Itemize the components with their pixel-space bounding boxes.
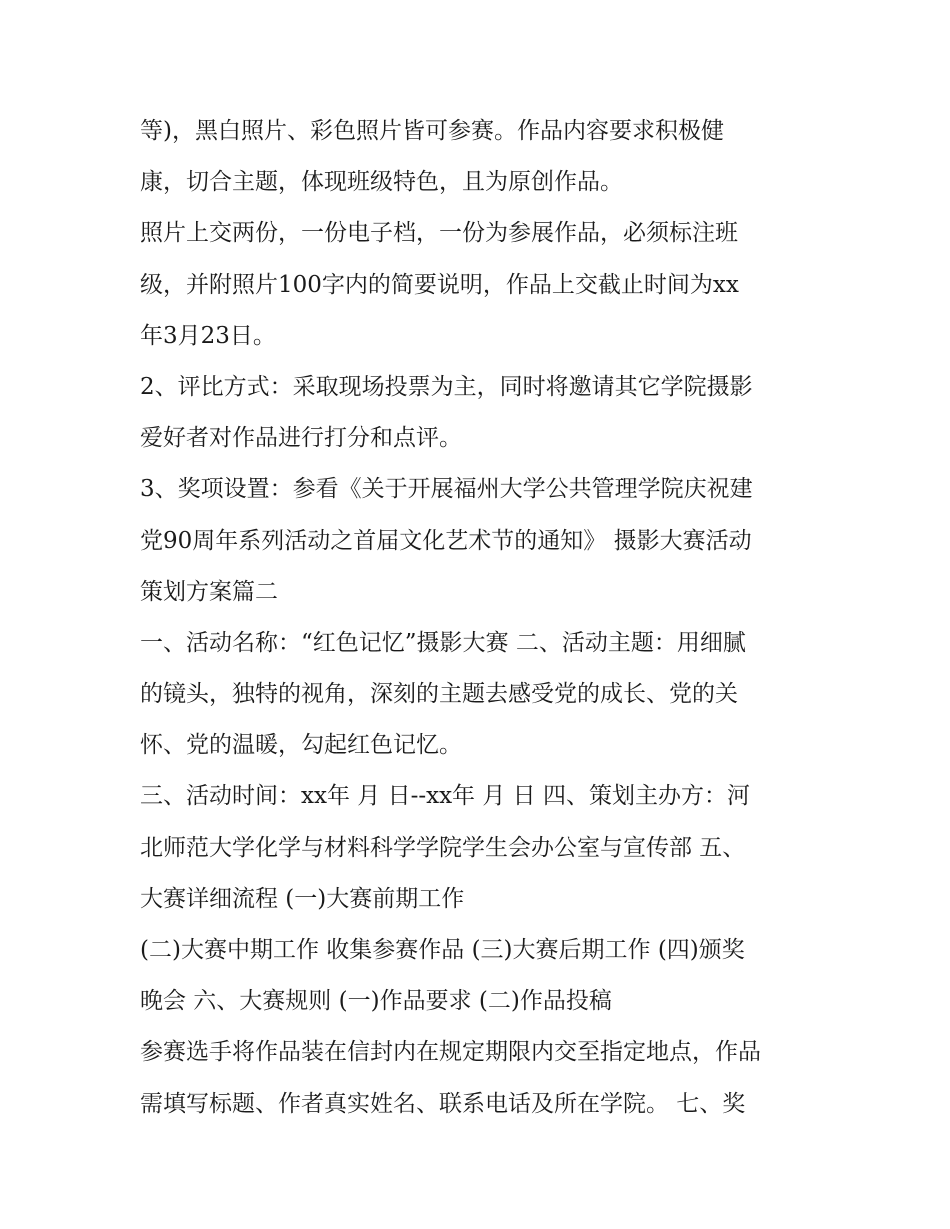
text-line: 3、奖项设置：参看《关于开展福州大学公共管理学院庆祝建 xyxy=(140,476,753,503)
text-line: 三、活动时间：xx年 月 日--xx年 月 日 四、策划主办方：河 xyxy=(140,783,750,810)
text-line: 爱好者对作品进行打分和点评。 xyxy=(140,425,462,452)
text-line: 晚会 六、大赛规则 (一)作品要求 (二)作品投稿 xyxy=(140,988,612,1015)
text-line: 照片上交两份，一份电子档，一份为参展作品，必须标注班 xyxy=(140,220,738,247)
text-line: 2、评比方式：采取现场投票为主，同时将邀请其它学院摄影 xyxy=(140,373,753,400)
text-line: 年3月23日。 xyxy=(140,322,276,349)
text-line: 康，切合主题，体现班级特色，且为原创作品。 xyxy=(140,169,623,196)
text-line: 一、活动名称：“红色记忆”摄影大赛 二、活动主题：用细腻 xyxy=(140,629,746,656)
text-line: 的镜头，独特的视角，深刻的主题去感受党的成长、党的关 xyxy=(140,681,738,708)
text-line: 北师范大学化学与材料科学学院学生会办公室与宣传部 五、 xyxy=(140,834,746,861)
text-line: 党90周年系列活动之首届文化艺术节的通知》 摄影大赛活动 xyxy=(140,527,752,554)
text-line: 需填写标题、作者真实姓名、联系电话及所在学院。 七、奖 xyxy=(140,1090,746,1117)
text-line: 参赛选手将作品装在信封内在规定期限内交至指定地点，作品 xyxy=(140,1039,761,1066)
text-line: 级，并附照片100字内的简要说明，作品上交截止时间为xx xyxy=(140,271,739,298)
text-line: 大赛详细流程 (一)大赛前期工作 xyxy=(140,885,465,912)
document-body xyxy=(140,106,840,1130)
text-line: 等)，黑白照片、彩色照片皆可参赛。作品内容要求积极健 xyxy=(140,118,724,144)
text-line: (二)大赛中期工作 收集参赛作品 (三)大赛后期工作 (四)颁奖 xyxy=(140,937,745,963)
text-line: 策划方案篇二 xyxy=(140,578,278,605)
text-line: 怀、党的温暖，勾起红色记忆。 xyxy=(140,732,462,759)
